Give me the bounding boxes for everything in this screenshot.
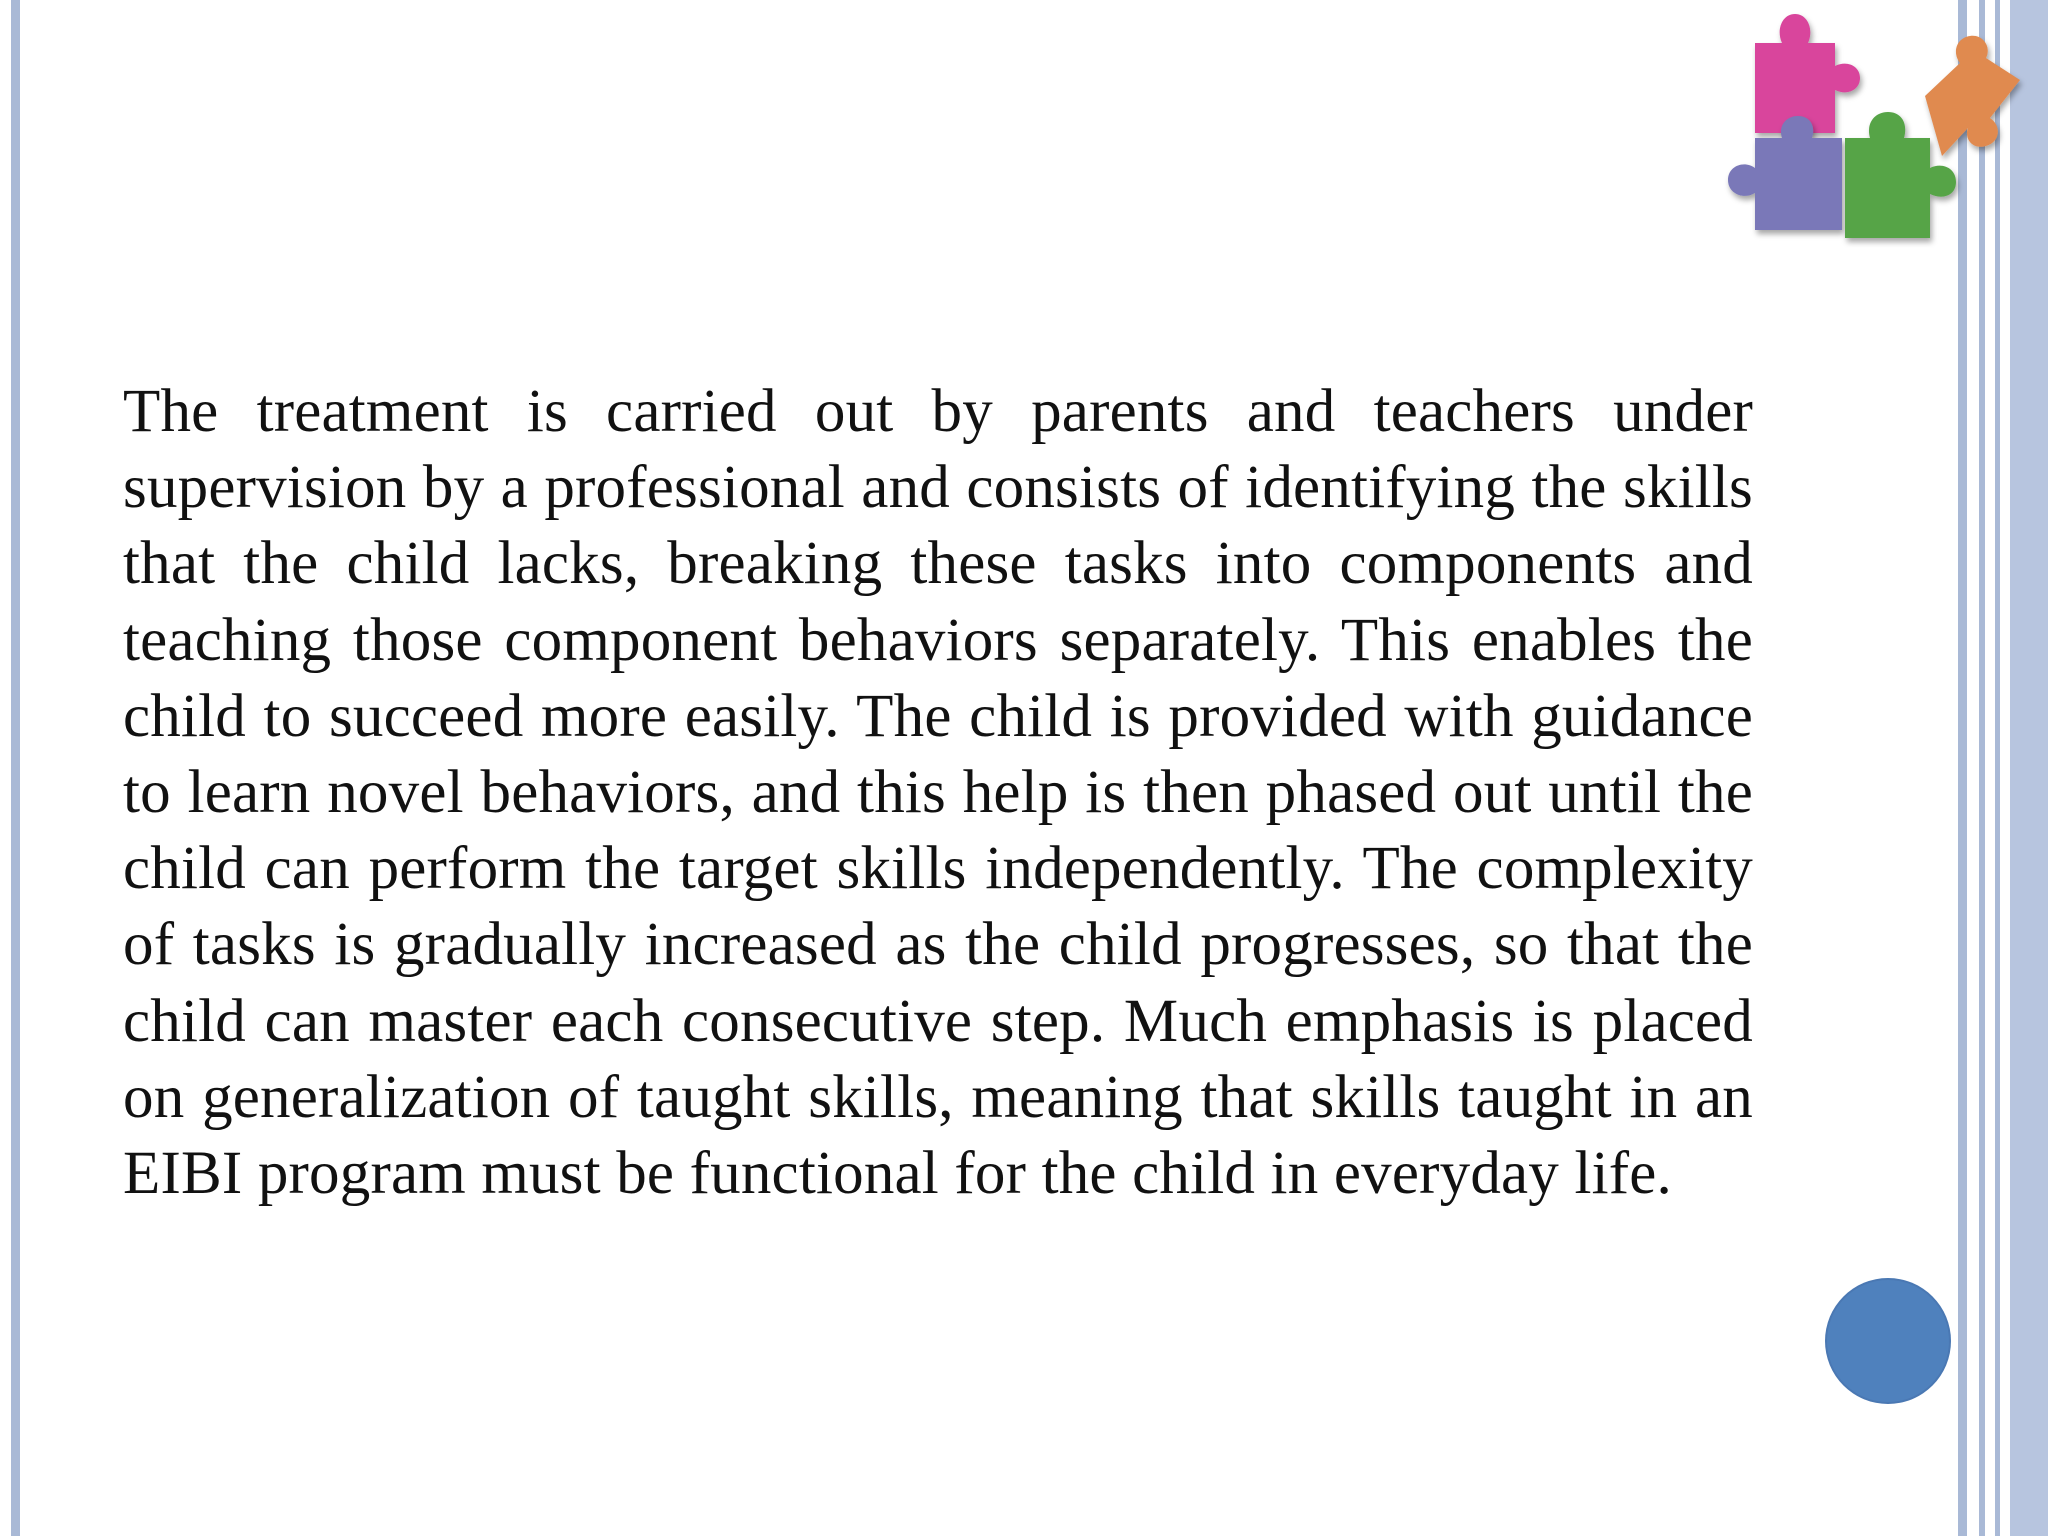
puzzle-piece-purple [1728,116,1842,230]
slide-body-text: The treatment is carried out by parents and teachers under supervision by a professional and consists of identifying the skills that the child lacks, breaking these tasks into components and teaching those component behaviors separately. This enables the child to succeed more easily. The child is provided with guidance to learn novel behaviors, and this help is then phased out until the child can perform the target skills independently. The complexity of tasks is gradually increased as the child progresses, so that the child can master each consecutive step. Much emphasis is placed on generalization of taught skills, meaning that skills taught in an EIBI program must be functional for the child in everyday life. [123,378,1753,1208]
left-border-rule [11,0,20,1536]
puzzle-piece-orange [1925,36,2020,156]
puzzle-piece-pink [1755,14,1860,133]
puzzle-pieces-icon [1720,8,2048,248]
decorative-circle [1827,1280,1949,1402]
